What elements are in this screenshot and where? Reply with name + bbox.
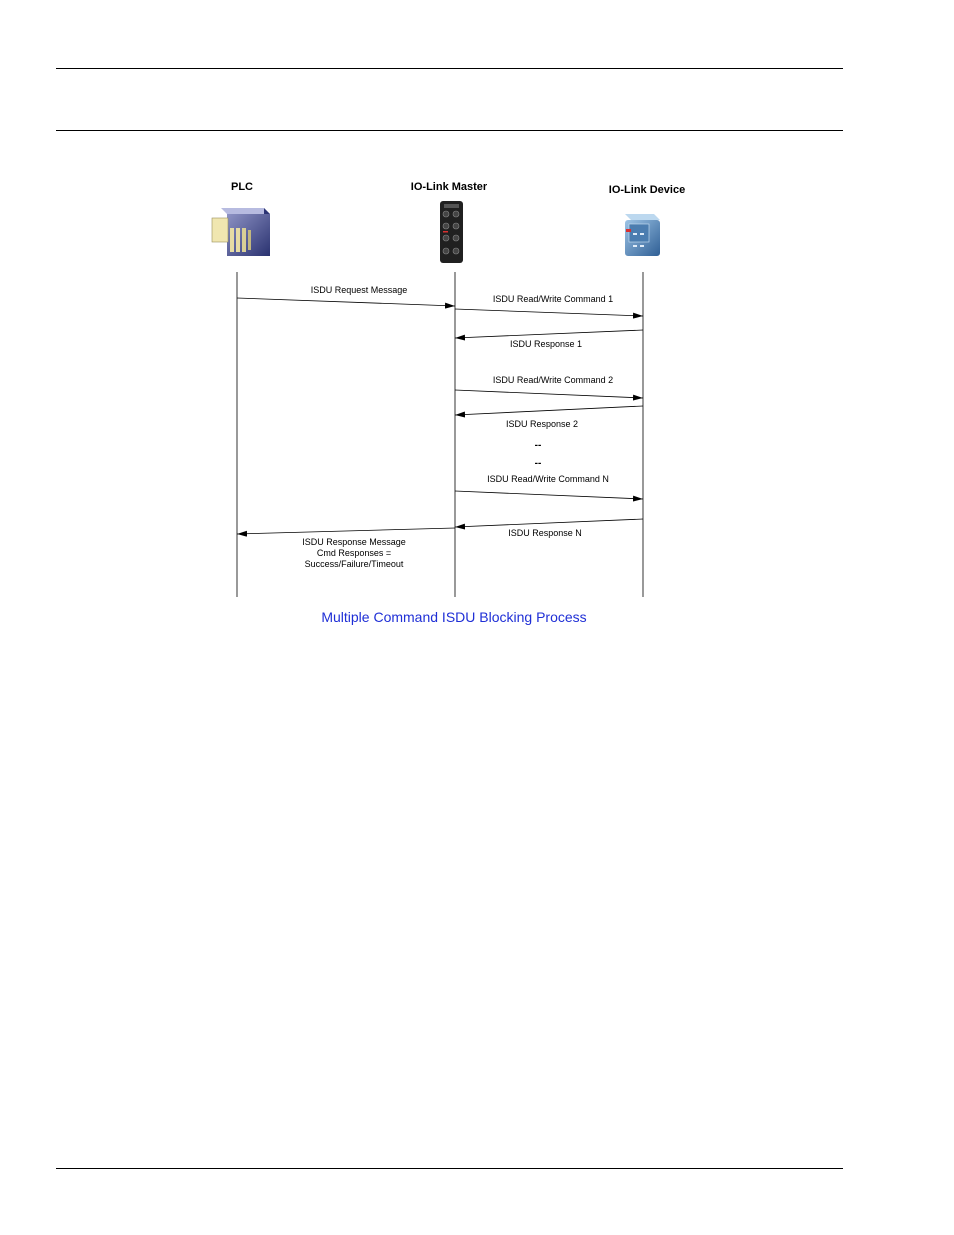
message-arrow-command-n [455, 491, 643, 499]
message-label-command-n: ISDU Read/Write Command N [487, 474, 609, 484]
actor-label-master: IO-Link Master [410, 181, 488, 193]
message-label-command-2: ISDU Read/Write Command 2 [492, 375, 614, 385]
ellipsis-2: -- [534, 458, 542, 469]
message-arrow-response-n [455, 519, 643, 527]
message-label-command-1: ISDU Read/Write Command 1 [492, 294, 614, 304]
message-label-response-2: ISDU Response 2 [505, 419, 579, 429]
footer-rule [56, 1168, 843, 1169]
message-label-isdu-response-line2: Cmd Responses = [316, 548, 392, 558]
message-arrow-command-1 [455, 309, 643, 316]
message-arrow-isdu-response [237, 528, 455, 534]
message-label-isdu-response-line3: Success/Failure/Timeout [304, 559, 404, 569]
ellipsis-1: -- [534, 440, 542, 451]
message-label-isdu-request: ISDU Request Message [310, 285, 408, 295]
io-link-master-icon [440, 201, 463, 263]
message-label-isdu-response-line1: ISDU Response Message [302, 537, 406, 547]
plc-icon [212, 208, 270, 256]
message-arrow-response-2 [455, 406, 643, 415]
message-label-response-n: ISDU Response N [508, 528, 582, 538]
figure-caption: Multiple Command ISDU Blocking Process [321, 609, 587, 625]
message-label-response-1: ISDU Response 1 [509, 339, 583, 349]
actor-label-device: IO-Link Device [608, 184, 686, 196]
message-arrow-command-2 [455, 390, 643, 398]
message-arrow-isdu-request [237, 298, 455, 306]
io-link-device-icon [625, 214, 660, 256]
message-arrow-response-1 [455, 330, 643, 338]
actor-label-plc: PLC [231, 181, 253, 193]
